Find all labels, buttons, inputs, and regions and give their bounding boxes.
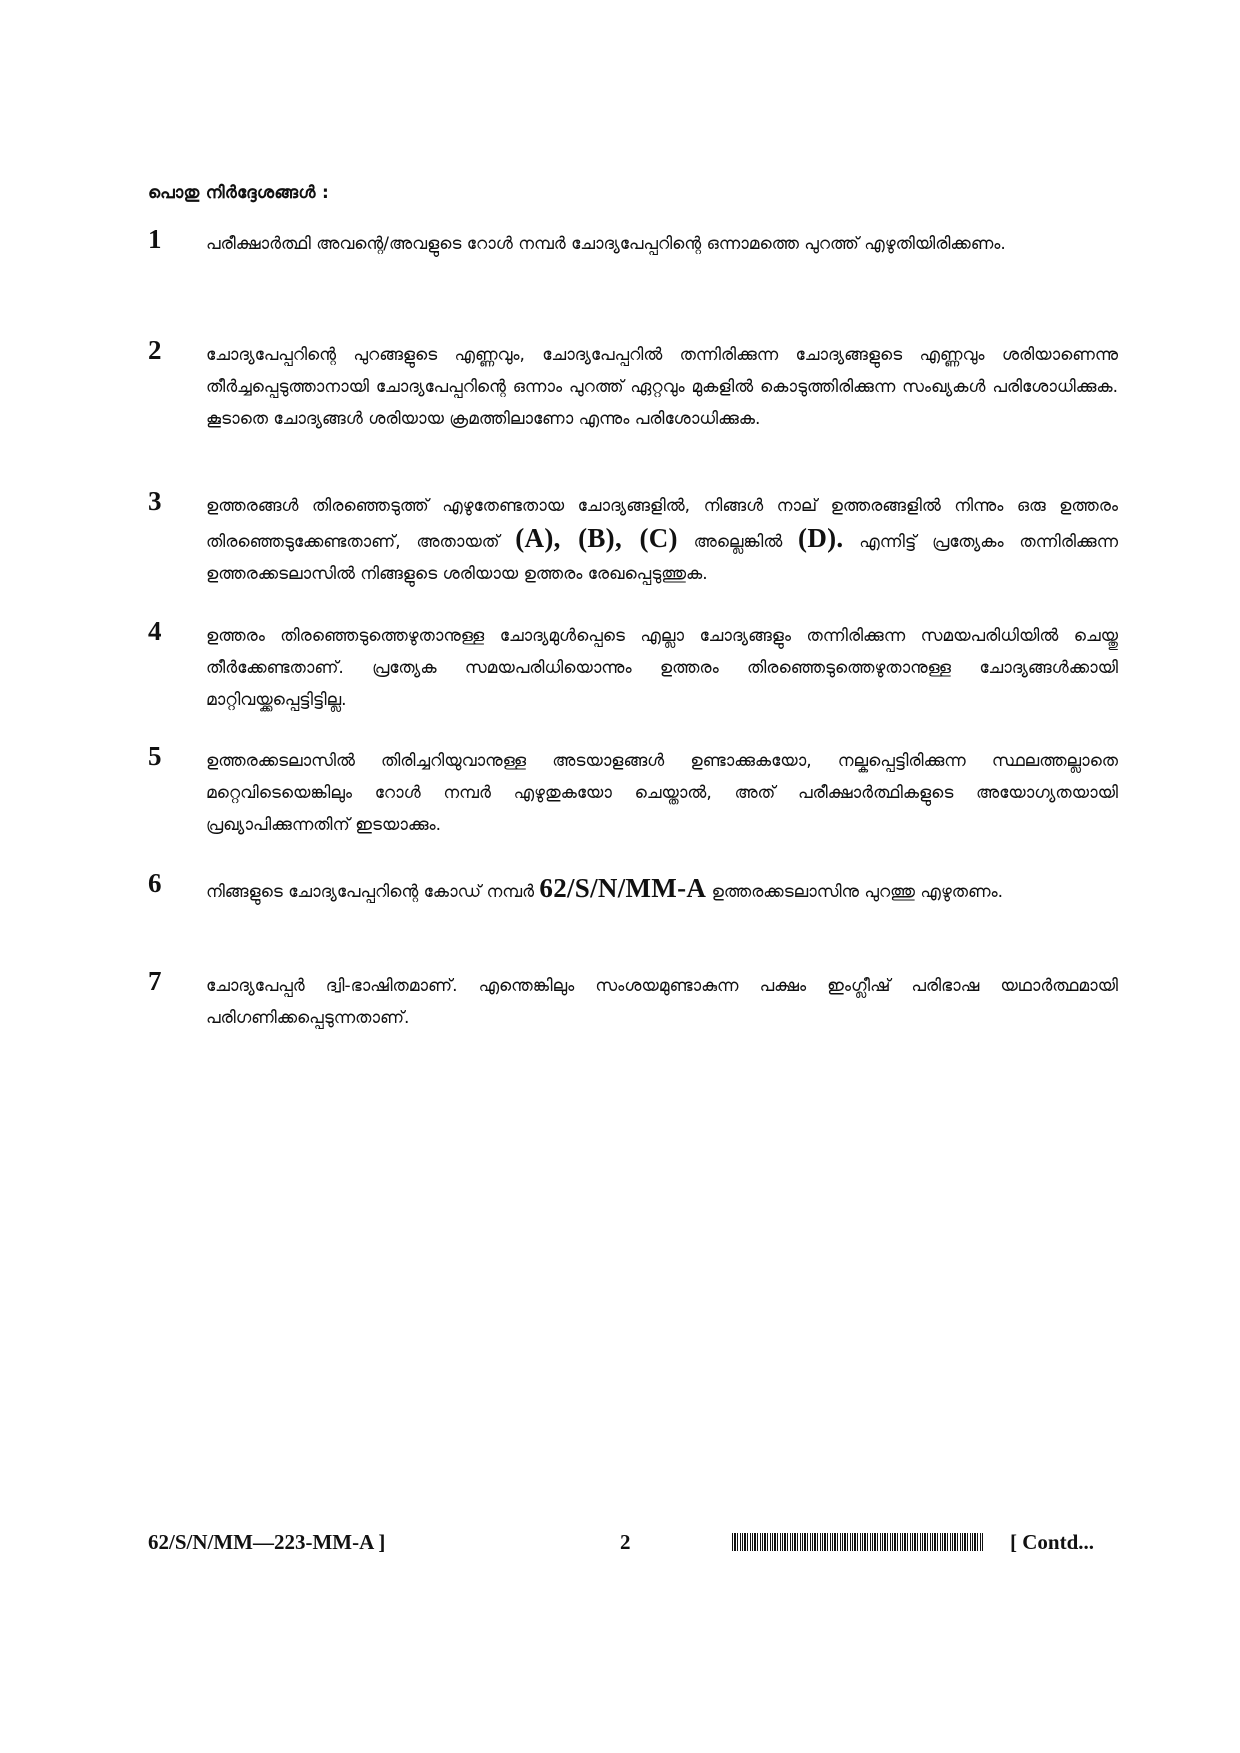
instruction-number: 4 — [148, 616, 162, 646]
instruction-number: 2 — [148, 335, 162, 365]
footer-paper-code: 62/S/N/MM—223-MM-A ] — [148, 1530, 386, 1554]
instructions-heading: പൊതു നിർദ്ദേശങ്ങൾ : — [148, 183, 330, 203]
instruction-text-part: നിങ്ങളുടെ ചോദ്യപേപ്പറിന്റെ കോഡ് നമ്പർ — [206, 882, 540, 902]
instruction-text: ഉത്തരം തിരഞ്ഞെടുത്തെഴുതാനുള്ള ചോദ്യമുൾപ്പെടെ എല്ലാ ചോദ്യങ്ങളും തന്നിരിക്കുന്ന സമയപരിധിയിൽ ചെയ്തു തീർക്കേണ്ടതാണ്. പ്രത്യേക സമയപരിധിയൊന്നും ഉത്തരം തിരഞ്ഞെടുത്തെഴുതാനുള്ള ചോദ്യങ്ങൾക്കായി മാറ്റിവയ്ക്കപ്പെട്ടിട്ടില്ല. — [206, 626, 1118, 710]
continued-label: [ Contd... — [1010, 1530, 1095, 1554]
instruction-text-part: എന്നിട്ട് പ്രത്യേകം തന്നിരിക്കുന്ന ഉത്തരക്കടലാസിൽ നിങ്ങളുടെ ശരിയായ ഉത്തരം രേഖപ്പെടുത്തുക. — [206, 532, 1119, 584]
instruction-number: 1 — [148, 224, 162, 254]
instruction-number: 6 — [148, 868, 162, 898]
instruction-number: 7 — [148, 966, 162, 996]
instruction-number: 3 — [148, 486, 162, 516]
instruction-text-part: ഉത്തരങ്ങൾ തിരഞ്ഞെടുത്ത് എഴുതേണ്ടതായ ചോദ്യങ്ങളിൽ, നിങ്ങൾ നാല് ഉത്തരങ്ങളിൽ നിന്നും ഒരു ഉത്തരം തിരഞ്ഞെടുക്കേണ്ടതാണ്, അതായത് — [206, 496, 1118, 552]
answer-options: (A), (B), (C) — [515, 523, 678, 553]
page-footer — [0, 1530, 1240, 1570]
paper-code: 62/S/N/MM-A — [539, 873, 707, 903]
instruction-text: ചോദ്യപേപ്പറിന്റെ പുറങ്ങളുടെ എണ്ണവും, ചോദ്യപേപ്പറിൽ തന്നിരിക്കുന്ന ചോദ്യങ്ങളുടെ എണ്ണവും ശരിയാണെന്നു തീർച്ചപ്പെടുത്താനായി ചോദ്യപേപ്പറിന്റെ ഒന്നാം പുറത്ത് ഏറ്റവും മുകളിൽ കൊടുത്തിരിക്കുന്ന സംഖ്യകൾ പരിശോധിക്കുക. കൂടാതെ ചോദ്യങ്ങൾ ശരിയായ ക്രമത്തിലാണോ എന്നും പരിശോധിക്കുക. — [206, 345, 1118, 429]
page-number: 2 — [620, 1530, 631, 1554]
instruction-text-part: ഉത്തരക്കടലാസിനു പുറത്തു എഴുതണം. — [706, 882, 1004, 902]
answer-option-last: (D). — [798, 523, 844, 553]
instruction-text: പരീക്ഷാർത്ഥി അവന്റെ/അവളുടെ റോൾ നമ്പർ ചോദ്യപേപ്പറിന്റെ ഒന്നാമത്തെ പുറത്ത് എഴുതിയിരിക്കണം. — [206, 234, 1006, 254]
instruction-text — [206, 490, 1118, 590]
instruction-text — [206, 872, 1118, 908]
instruction-text: ചോദ്യപേപ്പർ ദ്വി-ഭാഷിതമാണ്. എന്തെങ്കിലും സംശയമുണ്ടാകുന്ന പക്ഷം ഇംഗ്ലീഷ് പരിഭാഷ യഥാർത്ഥമായി പരിഗണിക്കപ്പെടുന്നതാണ്. — [206, 976, 1118, 1028]
instruction-number: 5 — [148, 741, 162, 771]
barcode-icon — [732, 1533, 984, 1551]
instruction-text-part: അല്ലെങ്കിൽ — [677, 532, 799, 552]
instruction-text: ഉത്തരക്കടലാസിൽ തിരിച്ചറിയുവാനുള്ള അടയാളങ്ങൾ ഉണ്ടാക്കുകയോ, നല്കപ്പെട്ടിരിക്കുന്ന സ്ഥലത്തല്ലാതെ മറ്റെവിടെയെങ്കിലും റോൾ നമ്പർ എഴുതുകയോ ചെയ്താൽ, അത് പരീക്ഷാർത്ഥികളുടെ അയോഗ്യതയായി പ്രഖ്യാപിക്കുന്നതിന് ഇടയാക്കും. — [206, 751, 1118, 835]
